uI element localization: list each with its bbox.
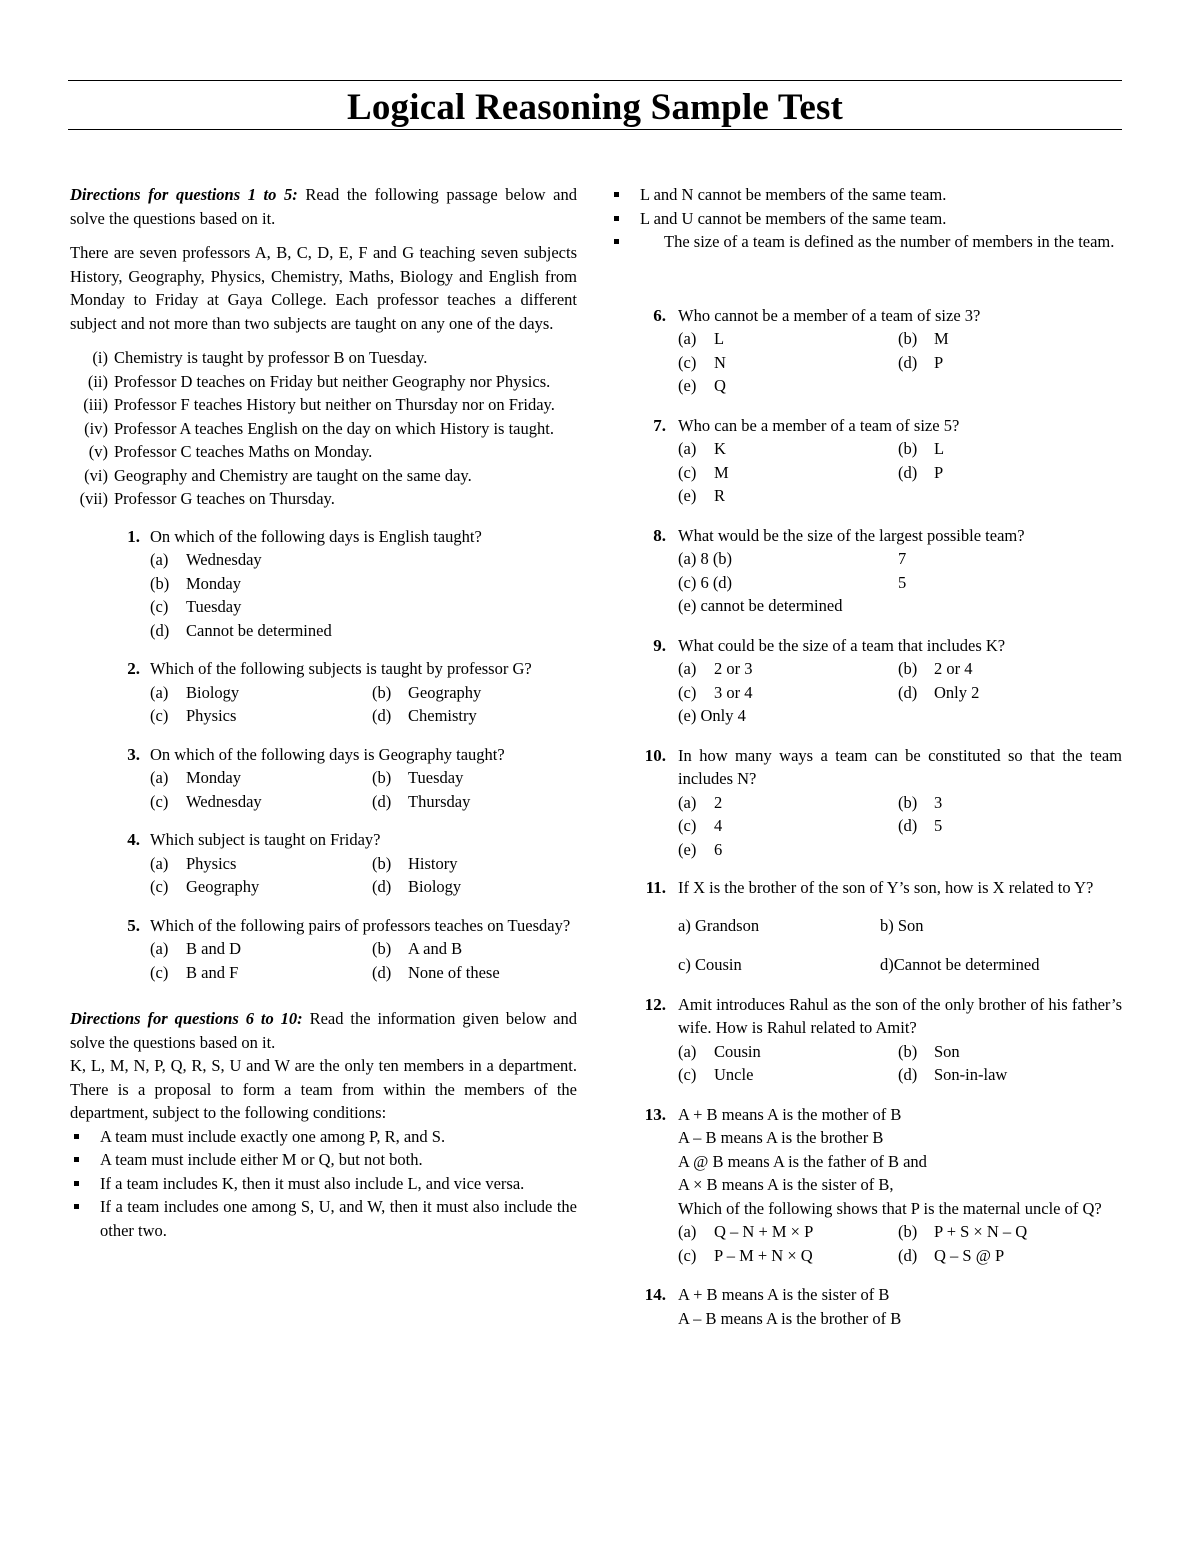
option: (c) M [678,462,729,482]
question-12: 12. Amit introduces Rahul as the son of the only brother of his father’s wife. How is Rahul related to Amit? (a) Cousin (b) Son (c) Uncle (d) Son-in-law [610,993,1122,1087]
top-rule [68,80,1122,81]
option: (c) Physics [150,706,237,725]
condition: If a team includes one among S, U, and W, then it must also include the other two. [70,1195,577,1242]
option: 7 [898,549,907,568]
option: (e) R [678,486,726,505]
condition: L and U cannot be members of the same team. [610,207,1122,231]
question-5: 5. Which of the following pairs of professors teaches on Tuesday? (a) B and D (b) A and B (c) B and F (d) None of these [70,914,577,985]
option: (b) Tuesday [372,768,464,787]
option: (c) Tuesday [150,597,242,616]
option: (d) Cannot be determined [150,620,332,640]
statement: (iii) Professor F teaches History but neither on Thursday nor on Friday. [83,395,555,414]
condition-list-continued [610,183,1122,254]
option: (d) Thursday [372,791,471,811]
question-6: 6. Who cannot be a member of a team of size 3? (a) L (b) M (c) N (d) P (e) Q [610,304,1122,398]
option: (a) 8 (b) [678,549,733,568]
option: (d) None of these [372,962,500,982]
option: (a) Monday [150,768,241,787]
option: (b) Son [898,1041,960,1061]
option: (d) Biology [372,877,462,896]
option: (d) Q – S @ P [898,1245,1005,1265]
left-column [70,183,577,1242]
question-8: 8. What would be the size of the largest possible team? (a) 8 (b) 7 (c) 6 (d) 5 (e) cannot be determined [610,524,1122,618]
option: (c) Wednesday [150,791,262,811]
condition: L and N cannot be members of the same team. [610,183,1122,207]
option: (a) B and D [150,939,241,958]
option: (e) Only 4 [678,706,746,725]
option: (a) Biology [150,682,240,702]
option: (a) 2 [678,792,723,812]
directions-1: Directions for questions 1 to 5: Read the following passage below and solve the questions based on it. [70,185,577,228]
passage-2: K, L, M, N, P, Q, R, S, U and W are the only ten members in a department. There is a proposal to form a team from within the members of the department, subject to the following conditions: [70,1056,577,1122]
option: (b) P + S × N – Q [898,1222,1028,1241]
question-10: 10. In how many ways a team can be constituted so that the team includes N? (a) 2 (b) 3 (c) 4 (d) 5 (e) 6 [610,744,1122,862]
right-column [610,183,1122,1330]
page-title: Logical Reasoning Sample Test [346,87,844,128]
option: (b) 3 [898,792,943,812]
option: (c) 3 or 4 [678,682,753,702]
statement: (ii) Professor D teaches on Friday but neither Geography nor Physics. [87,371,551,391]
option: (a) Q – N + M × P [678,1222,814,1241]
question-9: 9. What could be the size of a team that includes K? (a) 2 or 3 (b) 2 or 4 (c) 3 or 4 (d) Only 2 (e) Only 4 [610,634,1122,728]
option: (a) Wednesday [150,550,262,569]
statement: (iv) Professor A teaches English on the day on which History is taught. [84,418,554,438]
option: a) Grandson [678,915,760,935]
option: (e) Q [678,376,726,395]
passage-1: There are seven professors A, B, C, D, E, F and G teaching seven subjects History, Geography, Physics, Chemistry, Maths, Biology and English from Monday to Friday at Gaya College. Each professor teaches a different subject and not more than two subjects are taught on any one of the days. [70,243,577,333]
option: (b) 2 or 4 [898,659,973,678]
directions-2: Directions for questions 6 to 10: Read the information given below and solve the questions based on it. [70,1009,577,1052]
option: (c) Geography [150,877,260,896]
statement: (vi) Geography and Chemistry are taught on the same day. [84,465,472,485]
question-11: 11. If X is the brother of the son of Y’s son, how is X related to Y? a) Grandson b) Son c) Cousin d)Cannot be determined [610,876,1122,977]
option: (a) Cousin [678,1041,761,1061]
option: (b) M [898,329,949,348]
question-3: 3. On which of the following days is Geography taught? (a) Monday (b) Tuesday (c) Wednesday (d) Thursday [70,743,577,814]
option: (d) Only 2 [898,682,980,702]
option: (c) 4 [678,816,723,835]
option: (d) Chemistry [372,706,477,725]
statement-list [70,346,577,511]
option: (c) Uncle [678,1065,754,1084]
option: (b) L [898,439,945,458]
option: (a) 2 or 3 [678,659,753,678]
condition: If a team includes K, then it must also include L, and vice versa. [70,1172,577,1196]
question-2: 2. Which of the following subjects is taught by professor G? (a) Biology (b) Geography (c) Physics (d) Chemistry [70,657,577,728]
option: (b) A and B [372,939,463,958]
question-1: 1. On which of the following days is English taught? (a) Wednesday (b) Monday (c) Tuesday (d) Cannot be determined [70,525,577,643]
option: 5 [898,572,907,592]
option: (e) 6 [678,839,723,859]
option: (a) Physics [150,853,237,873]
option: (a) L [678,329,725,348]
option: (a) K [678,439,726,458]
option: (b) Monday [150,573,241,593]
option: c) Cousin [678,955,742,974]
option: b) Son [880,915,924,935]
condition-list [70,1125,577,1243]
option: (c) 6 (d) [678,572,733,592]
condition: The size of a team is defined as the number of members in the team. [610,230,1122,254]
question-13: 13. A + B means A is the mother of B A – B means A is the brother B A @ B means A is the father of B and A × B means A is the sister of B, Which of the following shows that P is the maternal uncle of Q? (a) Q – N + M × P (b) P + S × N – Q (c) P – M + N × Q (d) Q – S @ P [610,1103,1122,1268]
option: (c) B and F [150,962,239,982]
statement: (vii) Professor G teaches on Thursday. [79,489,335,508]
option: (d) P [898,462,944,482]
statement: (v) Professor C teaches Maths on Monday. [88,442,373,461]
option: (b) History [372,853,458,873]
option: (c) N [678,352,726,372]
condition: A team must include either M or Q, but not both. [70,1148,577,1172]
title-rule [68,129,1122,130]
statement: (i) Chemistry is taught by professor B on Tuesday. [92,348,428,367]
option: (e) cannot be determined [678,596,843,615]
option: (b) Geography [372,682,482,702]
option: d)Cannot be determined [880,955,1040,974]
option: (c) P – M + N × Q [678,1245,813,1265]
option: (d) P [898,352,944,372]
question-14: 14. A + B means A is the sister of B A – B means A is the brother of B [644,1285,902,1328]
question-7: 7. Who can be a member of a team of size 5? (a) K (b) L (c) M (d) P (e) R [610,414,1122,508]
option: (d) Son-in-law [898,1065,1008,1084]
option: (d) 5 [898,816,943,835]
question-4: 4. Which subject is taught on Friday? (a) Physics (b) History (c) Geography (d) Biology [70,828,577,899]
condition: A team must include exactly one among P, R, and S. [70,1125,577,1149]
